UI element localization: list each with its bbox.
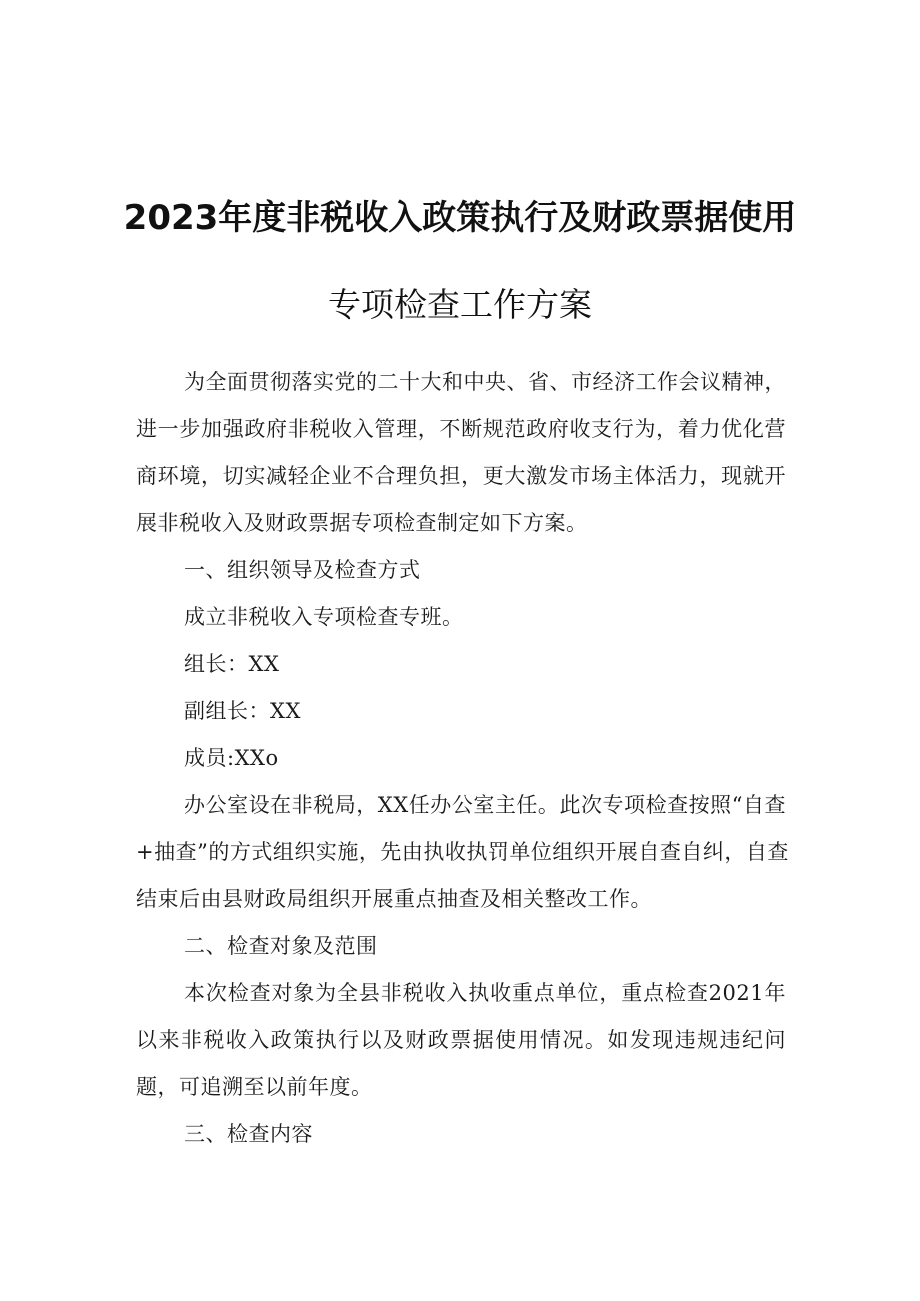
section-heading-3: 三、检查内容 xyxy=(184,1122,313,1146)
paragraph-line: 题，可追溯至以前年度。 xyxy=(136,1075,373,1099)
paragraph-line: 为全面贯彻落实党的二十大和中央、省、市经济工作会议精神， xyxy=(184,370,786,394)
paragraph-line: 办公室设在非税局，XX任办公室主任。此次专项检查按照“自查 xyxy=(184,793,786,817)
paragraph-scope xyxy=(136,970,786,1111)
section-heading-1: 一、组织领导及检查方式 xyxy=(184,558,421,582)
paragraph-line: 进一步加强政府非税收入管理，不断规范政府收支行为，着力优化营 xyxy=(136,417,786,441)
paragraph-intro xyxy=(136,359,786,547)
paragraph-line: 本次检查对象为全县非税收入执收重点单位，重点检查2021年 xyxy=(184,981,786,1005)
paragraph-deputy-leader: 副组长：XX xyxy=(184,699,301,723)
paragraph-office xyxy=(136,782,789,923)
paragraph-line: 结束后由县财政局组织开展重点抽查及相关整改工作。 xyxy=(136,887,652,911)
paragraph-line: +抽查”的方式组织实施，先由执收执罚单位组织开展自查自纠，自查 xyxy=(136,840,789,864)
paragraph-line: 以来非税收入政策执行以及财政票据使用情况。如发现违规违纪问 xyxy=(136,1028,786,1052)
document-title-line-2: 专项检查工作方案 xyxy=(328,285,592,324)
section-heading-2: 二、检查对象及范围 xyxy=(184,934,378,958)
paragraph-members: 成员:XXo xyxy=(184,746,279,770)
paragraph-line: 展非税收入及财政票据专项检查制定如下方案。 xyxy=(136,511,588,535)
document-title-line-1: 2023年度非税收入政策执行及财政票据使用 xyxy=(123,198,797,238)
paragraph-special-team: 成立非税收入专项检查专班。 xyxy=(184,605,464,629)
document-body xyxy=(136,359,789,1158)
paragraph-team-leader: 组长：XX xyxy=(184,652,280,676)
paragraph-line: 商环境，切实减轻企业不合理负担，更大激发市场主体活力，现就开 xyxy=(136,464,786,488)
